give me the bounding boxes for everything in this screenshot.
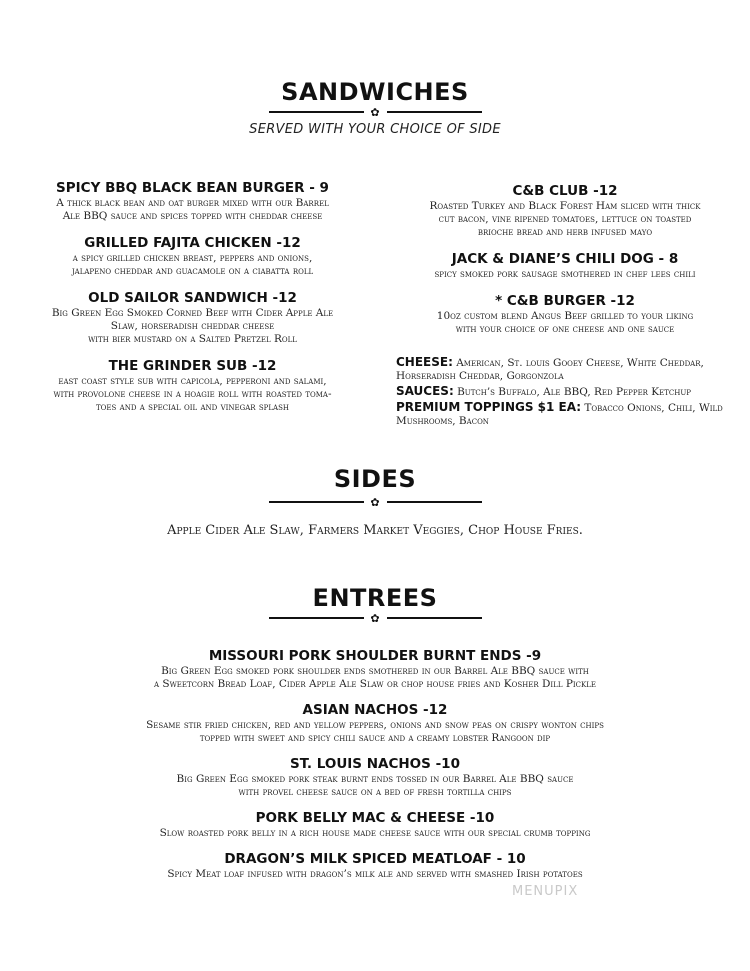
item-title: PORK BELLY MAC & CHEESE -10 <box>255 810 495 826</box>
item-title: * C&B BURGER -12 <box>495 293 635 309</box>
sandwiches-left-column <box>10 180 375 426</box>
flower-ornament-icon: ✿ <box>370 611 380 625</box>
burger-options <box>396 356 741 430</box>
item-title: OLD SAILOR SANDWICH -12 <box>88 290 297 306</box>
watermark: MENUPIX <box>512 884 579 899</box>
item-title: GRILLED FAJITA CHICKEN -12 <box>84 235 301 251</box>
item-title: THE GRINDER SUB -12 <box>108 358 277 374</box>
item-title: MISSOURI PORK SHOULDER BURNT ENDS -9 <box>208 648 542 664</box>
item-title: JACK & DIANE’S CHILI DOG - 8 <box>451 251 679 267</box>
item-description: spicy smoked pork sausage smothered in chef lees chili <box>434 268 696 280</box>
option-row-cheese <box>396 356 741 383</box>
menu-item <box>390 183 740 239</box>
menu-item <box>10 180 375 223</box>
sandwiches-subtitle: SERVED WITH YOUR CHOICE OF SIDE <box>249 122 501 137</box>
menu-item <box>10 290 375 346</box>
flower-ornament-icon: ✿ <box>370 105 380 119</box>
option-row-premium-toppings <box>396 401 741 428</box>
option-row-sauces <box>396 385 741 399</box>
menu-item <box>10 235 375 278</box>
entrees-list <box>0 648 750 892</box>
divider-line-left <box>269 617 364 619</box>
item-title: ASIAN NACHOS -12 <box>302 702 448 718</box>
divider-line-right <box>387 617 482 619</box>
item-description: Slow roasted pork belly in a rich house made cheese sauce with our special crumb topping <box>159 827 591 839</box>
menu-item <box>0 702 750 745</box>
option-text: American, St. louis Gooey Cheese, White Cheddar, Horseradish Cheddar, Gorgonzola <box>396 357 704 382</box>
entrees-divider <box>0 612 750 624</box>
item-title: C&B CLUB -12 <box>512 183 618 199</box>
item-description: A thick black bean and oat burger mixed with our Barrel Ale BBQ sauce and spices topped with cheddar cheese <box>56 197 329 222</box>
flower-ornament-icon: ✿ <box>370 495 380 509</box>
item-description: Big Green Egg Smoked Corned Beef with Cider Apple Ale Slaw, horseradish cheddar cheese with bier mustard on a Salted Pretzel Roll <box>51 307 334 345</box>
option-label: PREMIUM TOPPINGS $1 EA: <box>396 400 582 414</box>
item-description: Spicy Meat loaf infused with dragon’s milk ale and served with smashed Irish potatoes <box>167 868 583 880</box>
menu-item <box>10 358 375 414</box>
menu-item <box>390 293 740 336</box>
divider-line-left <box>269 501 364 503</box>
entrees-title: ENTREES <box>312 584 438 612</box>
sides-list: Apple Cider Ale Slaw, Farmers Market Veggies, Chop House Fries. <box>167 523 583 538</box>
divider-line-right <box>387 501 482 503</box>
option-text: Tobacco Onions, Chili, Wild Mushrooms, Bacon <box>396 402 723 427</box>
divider-line-right <box>387 111 482 113</box>
item-description: Big Green Egg smoked pork shoulder ends smothered in our Barrel Ale BBQ sauce with a Sweetcorn Bread Loaf, Cider Apple Ale Slaw or chop house fries and Kosher Dill Pickle <box>154 665 596 690</box>
menu-item <box>0 648 750 691</box>
sandwiches-divider <box>0 106 750 118</box>
option-label: SAUCES: <box>396 384 454 398</box>
item-description: a spicy grilled chicken breast, peppers and onions, jalapeno cheddar and guacamole on a ciabatta roll <box>71 252 314 277</box>
item-title: ST. LOUIS NACHOS -10 <box>290 756 460 772</box>
item-description: east coast style sub with capicola, pepperoni and salami, with provolone cheese in a hoagie roll with roasted toma- toes and a special oil and vinegar splash <box>53 375 332 413</box>
option-text: Butch’s Buffalo, Ale BBQ, Red Pepper Ketchup <box>453 386 691 398</box>
item-description: 10oz custom blend Angus Beef grilled to your liking with your choice of one cheese and one sauce <box>436 310 694 335</box>
sides-divider <box>0 496 750 508</box>
sandwiches-title: SANDWICHES <box>281 78 469 106</box>
menu-item <box>0 756 750 799</box>
menu-item <box>390 251 740 281</box>
menu-item <box>0 851 750 881</box>
divider-line-left <box>269 111 364 113</box>
item-title: SPICY BBQ BLACK BEAN BURGER - 9 <box>56 180 329 196</box>
menu-item <box>0 810 750 840</box>
sandwiches-right-column <box>390 183 740 348</box>
item-description: Roasted Turkey and Black Forest Ham sliced with thick cut bacon, vine ripened tomatoes, lettuce on toasted brioche bread and herb infused mayo <box>429 200 701 238</box>
item-title: DRAGON’S MILK SPICED MEATLOAF - 10 <box>224 851 526 867</box>
item-description: Sesame stir fried chicken, red and yellow peppers, onions and snow peas on crispy wonton chips topped with sweet and spicy chili sauce and a creamy lobster Rangoon dip <box>146 719 604 744</box>
item-description: Big Green Egg smoked pork steak burnt ends tossed in our Barrel Ale BBQ sauce with provel cheese sauce on a bed of fresh tortilla chips <box>176 773 574 798</box>
option-label: CHEESE: <box>396 355 453 369</box>
sides-title: SIDES <box>333 465 417 493</box>
